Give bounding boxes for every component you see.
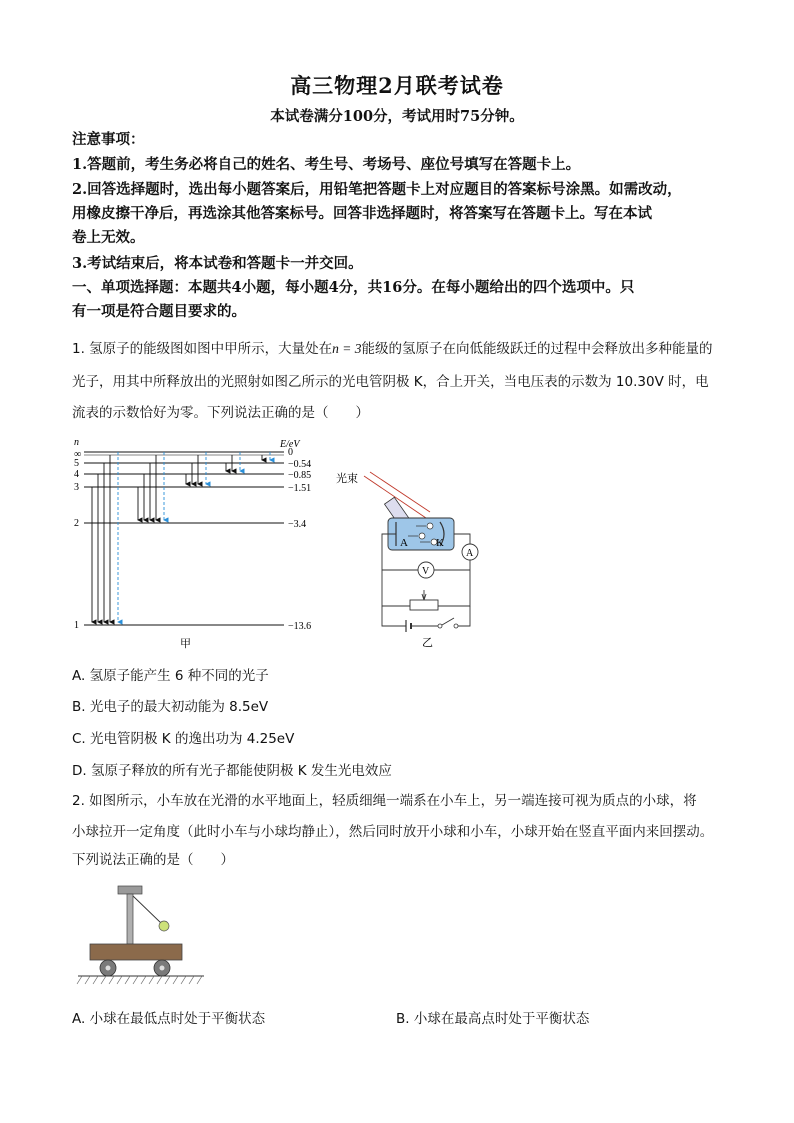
q1-option-a[interactable]: A. 氢原子能产生 6 种不同的光子 — [72, 668, 269, 684]
voltmeter-label: V — [422, 566, 430, 577]
section-1-line-1: 一、单项选择题：本题共4小题，每小题4分，共16分。在每小题给出的四个选项中。只 — [72, 279, 635, 296]
notice-item-2-line-3: 卷上无效。 — [72, 229, 145, 246]
section-1-line-2: 有一项是符合题目要求的。 — [72, 303, 246, 320]
notice-item-2-line-1: 2.回答选择题时，选出每小题答案后，用铅笔把答题卡上对应题目的答案标号涂黑。如需改动， — [72, 181, 682, 198]
photoelectric-circuit-diagram — [330, 460, 500, 650]
q1-option-c[interactable]: C. 光电管阴极 K 的逸出功为 4.25eV — [72, 731, 295, 747]
q1-line-2: 光子，用其中所释放出的光照射如图乙所示的光电管阴极 K，合上开关，当电压表的示数为 10.30V 时，电 — [72, 374, 709, 390]
page-subtitle: 本试卷满分100分，考试用时75分钟。 — [270, 108, 524, 125]
q2-line-1: 2. 如图所示，小车放在光滑的水平地面上，轻质细绳一端系在小车上，另一端连接可视为质点的小球，将 — [72, 793, 697, 809]
q1-line-1-prefix: 1. 氢原子的能级图如图中甲所示，大量处在 — [72, 341, 333, 357]
level-n-4: 4 — [74, 469, 79, 480]
level-n-2: 2 — [74, 518, 79, 529]
level-n-inf: ∞ — [74, 449, 82, 460]
level-n-5: 5 — [74, 458, 79, 469]
energy-axis-label: E/eV — [280, 439, 300, 450]
notice-item-3: 3.考试结束后，将本试卷和答题卡一并交回。 — [72, 255, 363, 272]
q1-option-d[interactable]: D. 氢原子释放的所有光子都能使阴极 K 发生光电效应 — [72, 763, 392, 779]
notice-item-1: 1.答题前，考生务必将自己的姓名、考生号、考场号、座位号填写在答题卡上。 — [72, 156, 581, 173]
level-e-4: −0.85 — [288, 470, 312, 481]
beam-label: 光束 — [336, 473, 358, 485]
energy-level-diagram — [68, 434, 328, 652]
q1-line-1 — [72, 337, 732, 361]
ammeter-label: A — [466, 548, 474, 559]
notice-item-2-line-2: 用橡皮擦干净后，再选涂其他答案标号。回答非选择题时，将答案写在答题卡上。写在本试 — [72, 205, 652, 222]
level-e-1: −13.6 — [288, 621, 312, 632]
cathode-label: K — [436, 537, 444, 549]
page-title: 高三物理2月联考试卷 — [290, 73, 504, 98]
figure-yi-caption: 乙 — [422, 637, 433, 649]
level-e-2: −3.4 — [288, 519, 307, 530]
q2-line-3: 下列说法正确的是（ ） — [72, 852, 234, 868]
q2-option-b[interactable]: B. 小球在最高点时处于平衡状态 — [396, 1011, 590, 1027]
q2-line-2: 小球拉开一定角度（此时小车与小球均静止），然后同时放开小球和小车，小球开始在竖直平面内来回摆动。 — [72, 824, 714, 840]
figure-jia-caption: 甲 — [180, 638, 191, 650]
q1-option-b[interactable]: B. 光电子的最大初动能为 8.5eV — [72, 699, 269, 715]
notice-heading: 注意事项： — [72, 131, 145, 148]
n-axis-label: n — [74, 437, 79, 448]
level-e-0: 0 — [288, 447, 293, 458]
q1-line-3: 流表的示数恰好为零。下列说法正确的是（ ） — [72, 405, 369, 421]
cart-pendulum-diagram — [76, 880, 206, 992]
level-n-3: 3 — [74, 482, 79, 493]
level-e-3: −1.51 — [288, 483, 312, 494]
level-n-1: 1 — [74, 620, 79, 631]
anode-label: A — [400, 537, 408, 549]
q1-math-n3: n = 3 — [332, 341, 362, 356]
level-e-5: −0.54 — [288, 459, 312, 470]
q2-option-a[interactable]: A. 小球在最低点时处于平衡状态 — [72, 1011, 266, 1027]
q1-line-1-suffix: 能级的氢原子在向低能级跃迁的过程中会释放出多种能量的 — [361, 341, 713, 357]
